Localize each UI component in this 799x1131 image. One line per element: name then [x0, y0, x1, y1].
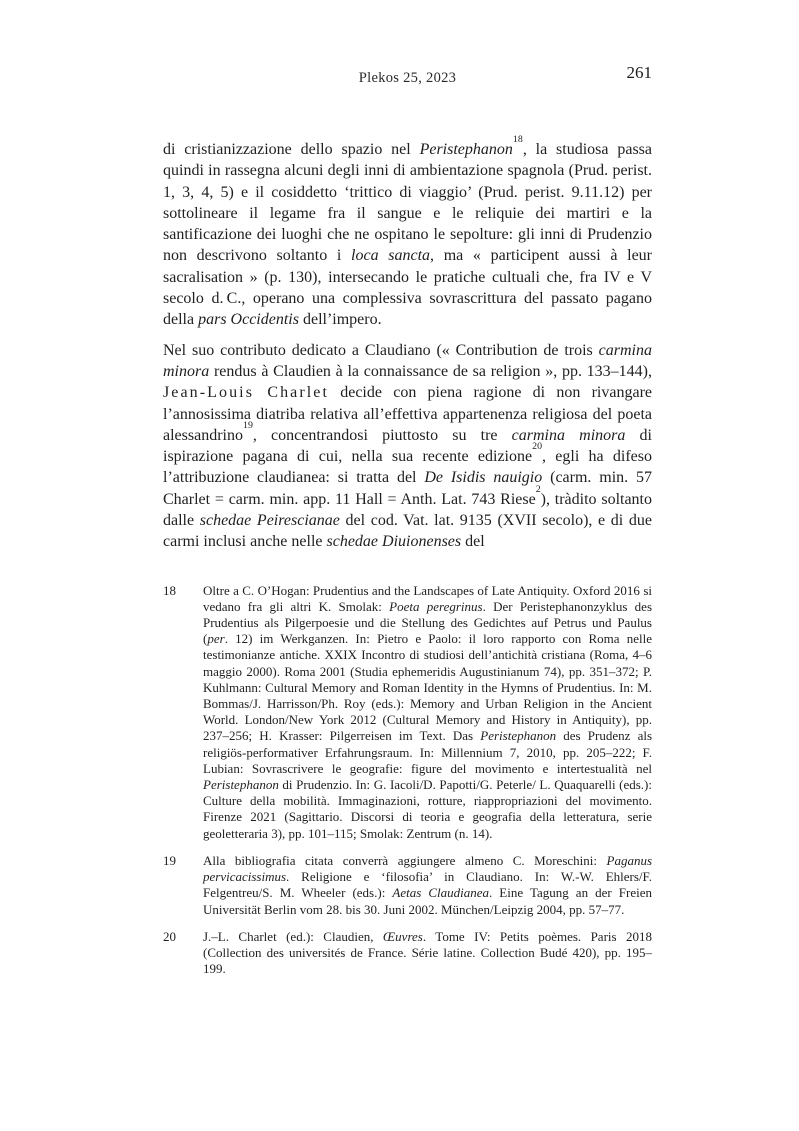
author-name-letterspaced: Jean-Louis Charlet [163, 384, 329, 402]
footnote-19 [163, 853, 652, 918]
footnote-text-19: Alla bibliografia citata converrà aggiungere almeno C. Moreschini: Paganus pervicacissimus. Religione e ‘filosofia’ in Claudiano. In: W.-W. Ehlers/F. Felgentreu/S. M. Wheeler (eds.): Aetas Claudianea. Eine Tagung an der Freien Universität Berlin vom 28. bis 30. Juni 2002. München/Leipzig 2004, pp. 57–77. [203, 852, 652, 917]
edition-number-superscript: 2 [535, 483, 541, 495]
footnote-20 [163, 929, 652, 978]
running-head-journal-title: Plekos 25, 2023 [358, 70, 457, 86]
footnote-text-20: J.–L. Charlet (ed.): Claudien, Œuvres. Tome IV: Petits poèmes. Paris 2018 (Collection des universités de France. Série latine. Collection Budé 420), pp. 195–199. [203, 928, 652, 977]
footnote-number-20: 20 [163, 928, 176, 944]
footnote-18 [163, 583, 652, 842]
footnotes-section [163, 583, 652, 978]
footnote-number-18: 18 [163, 582, 176, 598]
page-number: 261 [626, 63, 652, 82]
article-body [163, 134, 653, 988]
footnote-ref-20: 20 [532, 441, 543, 453]
footnote-ref-19: 19 [242, 420, 253, 432]
footnote-ref-18: 18 [512, 134, 523, 146]
paragraph-1: di cristianizzazione dello spazio nel Peristephanon$^{18}$, la studiosa passa quindi in rassegna alcuni degli inni di ambientazione spagnola (Prud. perist. 1, 3, 4, 5) e il cosiddetto ‘trittico di viaggio’ (Prud. perist. 9.11.12) per sottolineare il legame fra il sangue e le reliquie dei martiri e la santificazione dei luoghi che ne ospitano le sepolture: gli inni di Prudenzio non descrivono soltanto i loca sancta, ma « participent aussi à leur sacralisation » (p. 130), intersecando le pratiche cultuali che, fra IV e V secolo d. C., operano una complessiva sovrascrittura del passato pagano della pars Occidentis dell’impero. [163, 134, 653, 329]
footnote-number-19: 19 [163, 852, 176, 868]
paragraph-2: Nel suo contributo dedicato a Claudiano (« Contribution de trois carmina minora rendus à Claudien à la connaissance de sa religion », pp. 133–144), Jean-Louis Charlet decide con piena ragione di non rivangare l’annosissima diatriba relativa all’effettiva appartenenza religiosa del poeta alessandrino$^{19}$, concentrandosi piuttosto su tre carmina minora di ispirazione pagana di cui, nella sua recente edizione$^{20}$, egli ha difeso l’attribuzione claudianea: si tratta del De Isidis nauigio (carm. min. 57 Charlet = carm. min. app. 11 Hall = Anth. Lat. 743 Riese$^2$), tràdito soltanto dalle schedae Peirescianae del cod. Vat. lat. 9135 (XVII secolo), e di due carmi inclusi anche nelle schedae Diuionenses del [163, 341, 653, 551]
footnote-text-18: Oltre a C. O’Hogan: Prudentius and the Landscapes of Late Antiquity. Oxford 2016 si vedano fra gli altri K. Smolak: Poeta peregrinus. Der Peristephanonzyklus des Prudentius als Pilgerpoesie und die Stellung des Gedichtes auf Petrus und Paulus (per. 12) im Werkganzen. In: Pietro e Paolo: il loro rapporto con Roma nelle testimonianze antiche. XXIX Incontro di studiosi dell’antichità cristiana (Roma, 4–6 maggio 2000). Roma 2001 (Studia ephemeridis Augustinianum 74), pp. 351–372; P. Kuhlmann: Cultural Memory and Roman Identity in the Hymns of Prudentius. In: M. Bommas/J. Harrisson/Ph. Roy (eds.): Memory and Urban Religion in the Ancient World. London/New York 2012 (Cultural Memory and History in Antiquity), pp. 237–256; H. Krasser: Pilgerreisen im Text. Das Peristephanon des Prudenz als religiös-performativer Erfahrungsraum. In: Millennium 7, 2010, pp. 205–222; F. Lubian: Sovrascrivere le geografie: figure del movimento e intertestualità nel Peristephanon di Prudenzio. In: G. Iacoli/D. Papotti/G. Peterle/ L. Quaquarelli (eds.): Culture della mobilità. Immaginazioni, rotture, riappropriazioni del movimento. Firenze 2021 (Sagittario. Discorsi di teoria e geografia della letteratura, serie geoletteraria 3), pp. 101–115; Smolak: Zentrum (n. 14). [203, 582, 653, 841]
